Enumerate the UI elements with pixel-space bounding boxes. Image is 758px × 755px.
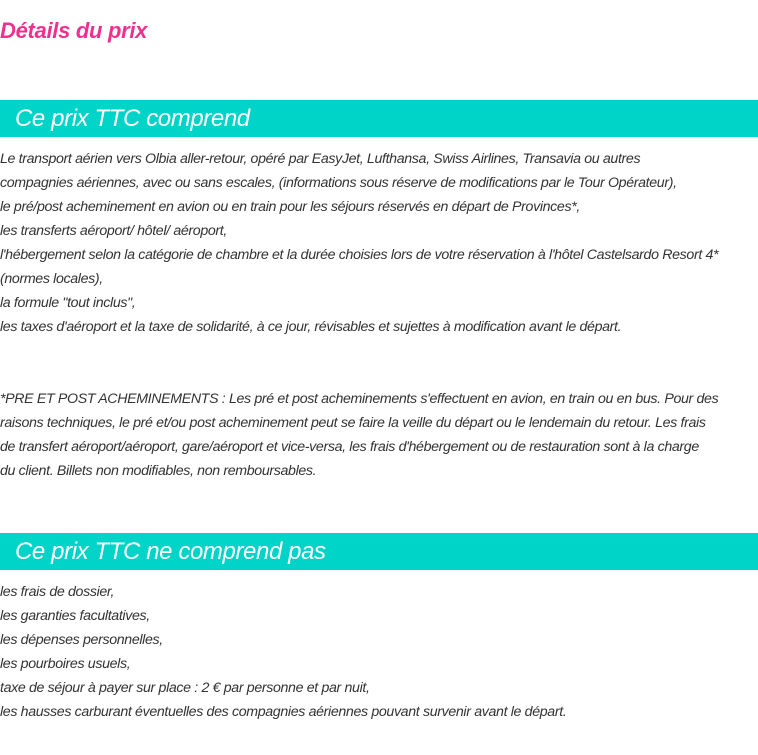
transfer-note-line: du client. Billets non modifiables, non remboursables.	[0, 463, 317, 479]
excludes-line: taxe de séjour à payer sur place : 2 € par personne et par nuit,	[0, 680, 370, 696]
excludes-banner	[0, 533, 758, 570]
includes-line: les transferts aéroport/ hôtel/ aéroport,	[0, 223, 227, 239]
excludes-line: les hausses carburant éventuelles des compagnies aériennes pouvant survenir avant le départ.	[0, 704, 567, 720]
excludes-line: les garanties facultatives,	[0, 608, 150, 624]
includes-line: (normes locales),	[0, 271, 103, 287]
includes-banner	[0, 100, 758, 137]
includes-list	[0, 147, 758, 339]
excludes-line: les pourboires usuels,	[0, 656, 131, 672]
transfer-note	[0, 387, 758, 483]
excludes-heading: Ce prix TTC ne comprend pas	[15, 537, 326, 565]
includes-line: le pré/post acheminement en avion ou en train pour les séjours réservés en départ de Provinces*,	[0, 199, 580, 215]
includes-heading: Ce prix TTC comprend	[15, 104, 250, 132]
transfer-note-line: de transfert aéroport/aéroport, gare/aéroport et vice-versa, les frais d'hébergement ou de restauration sont à la charge	[0, 439, 699, 455]
transfer-note-line: *PRE ET POST ACHEMINEMENTS : Les pré et post acheminements s'effectuent en avion, en train ou en bus. Pour des	[0, 391, 719, 407]
includes-line: Le transport aérien vers Olbia aller-retour, opéré par EasyJet, Lufthansa, Swiss Airlines, Transavia ou autres	[0, 151, 641, 167]
includes-line: compagnies aériennes, avec ou sans escales, (informations sous réserve de modifications par le Tour Opérateur),	[0, 175, 677, 191]
includes-line: l'hébergement selon la catégorie de chambre et la durée choisies lors de votre réservation à l'hôtel Castelsardo Resort 4*	[0, 247, 719, 263]
includes-line: les taxes d'aéroport et la taxe de solidarité, à ce jour, révisables et sujettes à modification avant le départ.	[0, 319, 622, 335]
page-title: Détails du prix	[0, 18, 148, 43]
includes-line: la formule "tout inclus",	[0, 295, 136, 311]
transfer-note-line: raisons techniques, le pré et/ou post acheminement peut se faire la veille du départ ou le lendemain du retour. Les frais	[0, 415, 706, 431]
excludes-line: les frais de dossier,	[0, 584, 115, 600]
excludes-list	[0, 580, 758, 724]
excludes-line: les dépenses personnelles,	[0, 632, 163, 648]
